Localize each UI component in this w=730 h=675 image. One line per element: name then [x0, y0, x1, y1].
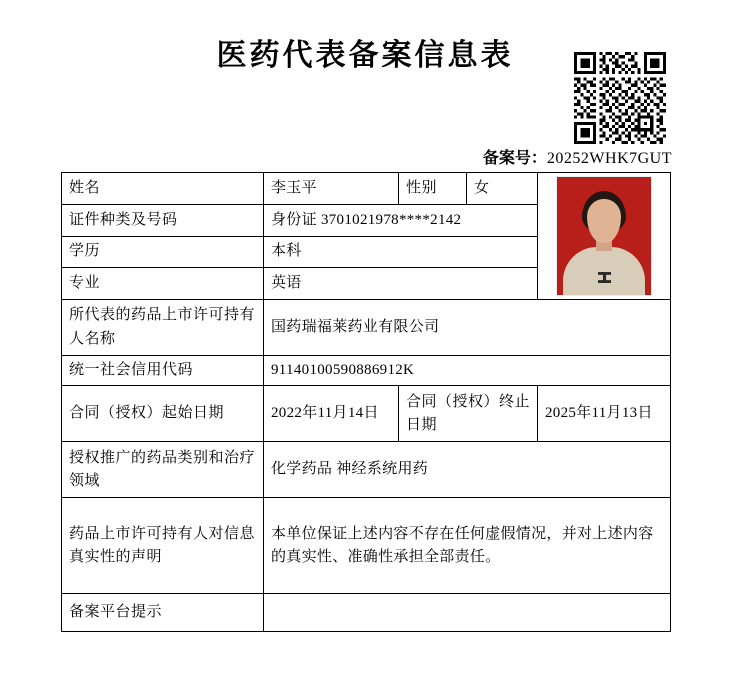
field-value-contract-start: 2022年11月14日	[264, 386, 399, 442]
page-title: 医药代表备案信息表	[216, 39, 514, 72]
field-label-contract-end: 合同（授权）终止日期	[399, 386, 538, 442]
field-value-gender: 女	[467, 173, 538, 205]
table-row	[62, 594, 671, 632]
field-label-drug-category: 授权推广的药品类别和治疗领域	[62, 442, 264, 498]
table-row	[62, 386, 671, 442]
table-row	[62, 300, 671, 356]
table-row	[62, 442, 671, 498]
field-label-name: 姓名	[62, 173, 264, 205]
id-photo-cell	[538, 173, 671, 300]
photo-clothing	[563, 247, 645, 295]
field-label-platform-notice: 备案平台提示	[62, 594, 264, 632]
field-value-mah-name: 国药瑞福莱药业有限公司	[264, 300, 671, 356]
id-photo	[556, 176, 652, 296]
field-value-education: 本科	[264, 236, 538, 268]
field-value-name: 李玉平	[264, 173, 399, 205]
field-label-credit-code: 统一社会信用代码	[62, 356, 264, 386]
field-value-contract-end: 2025年11月13日	[538, 386, 671, 442]
record-number-line	[483, 145, 672, 168]
field-value-platform-notice	[264, 594, 671, 632]
table-row	[62, 173, 671, 205]
photo-face	[587, 199, 621, 243]
field-label-education: 学历	[62, 236, 264, 268]
field-value-credit-code: 91140100590886912K	[264, 356, 671, 386]
table-row	[62, 356, 671, 386]
table-row	[62, 498, 671, 594]
field-label-contract-start: 合同（授权）起始日期	[62, 386, 264, 442]
field-value-id-type-number: 身份证 3701021978****2142	[264, 204, 538, 236]
qr-code	[574, 52, 666, 144]
field-label-id-type-number: 证件种类及号码	[62, 204, 264, 236]
field-label-declaration: 药品上市许可持有人对信息真实性的声明	[62, 498, 264, 594]
record-number-value: 20252WHK7GUT	[546, 150, 672, 167]
field-label-mah-name: 所代表的药品上市许可持有人名称	[62, 300, 264, 356]
registration-form-table	[61, 172, 671, 632]
record-number-label: 备案号：	[482, 150, 547, 167]
field-label-gender: 性别	[399, 173, 467, 205]
field-value-declaration: 本单位保证上述内容不存在任何虚假情况，并对上述内容的真实性、准确性承担全部责任。	[264, 498, 671, 594]
field-label-major: 专业	[62, 268, 264, 300]
field-value-drug-category: 化学药品 神经系统用药	[264, 442, 671, 498]
field-value-major: 英语	[264, 268, 538, 300]
